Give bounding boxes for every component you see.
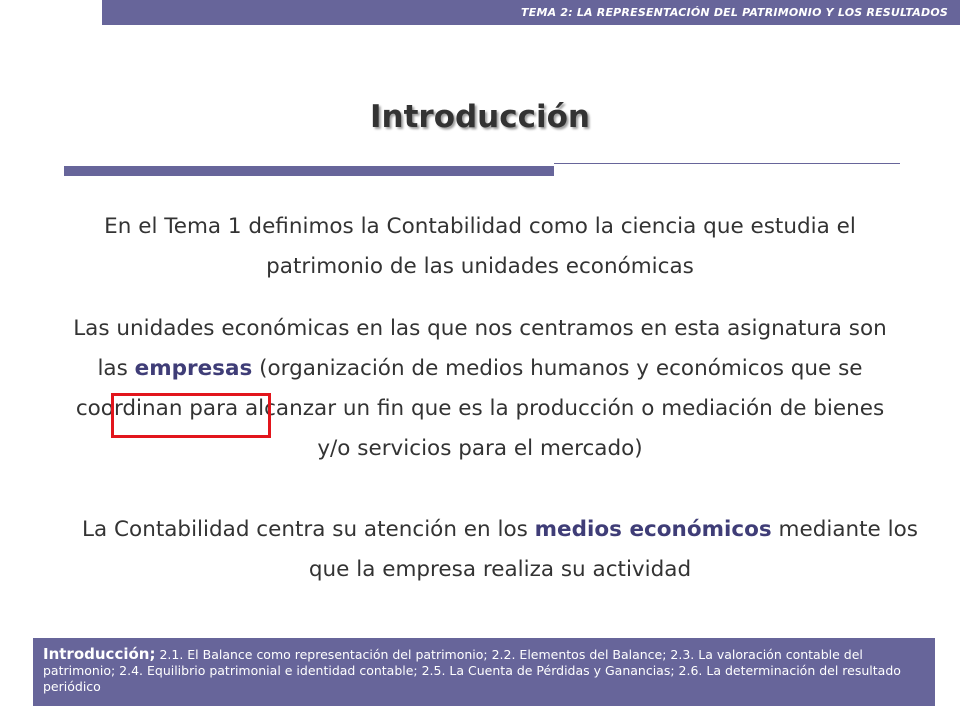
paragraph-empresas-text: Las unidades económicas en las que nos centramos en esta asignatura son las bbox=[73, 316, 887, 381]
paragraph-empresas-rest: (organización de medios humanos y económicos que se coordinan para alcanzar un fin que es la producción o mediación de bienes y/o servicios para el mercado) bbox=[75, 356, 885, 461]
paragraph-empresas bbox=[60, 309, 900, 469]
paragraph-medios-rest: mediante los que la empresa realiza su actividad bbox=[308, 517, 918, 582]
footer-section-list: 2.1. El Balance como representación del patrimonio; 2.2. Elementos del Balance; 2.3. La valoración contable del patrimonio; 2.4. Equilibrio patrimonial e identidad contable; 2.5. La Cuenta de Pérdidas y Ganancias; 2.6. La determinación del resultado periódico bbox=[43, 647, 901, 694]
topic-title: TEMA 2: LA REPRESENTACIÓN DEL PATRIMONIO Y LOS RESULTADOS bbox=[521, 6, 948, 19]
header-bar bbox=[102, 0, 960, 25]
paragraph-medios bbox=[80, 510, 920, 590]
emphasis-medios-economicos: medios económicos bbox=[534, 517, 772, 542]
footer-contents bbox=[43, 646, 925, 695]
footer-bar bbox=[33, 638, 935, 706]
title-underline-thick bbox=[64, 166, 554, 176]
slide-title: Introducción bbox=[369, 99, 590, 135]
paragraph-medios-text: La Contabilidad centra su atención en los bbox=[82, 517, 535, 542]
emphasis-empresas: empresas bbox=[134, 356, 253, 381]
paragraph-definition: En el Tema 1 definimos la Contabilidad como la ciencia que estudia el patrimonio de las unidades económicas bbox=[104, 214, 856, 279]
footer-current-section: Introducción; bbox=[43, 645, 156, 663]
highlight-box bbox=[111, 393, 271, 438]
title-underline-thin bbox=[554, 163, 900, 164]
